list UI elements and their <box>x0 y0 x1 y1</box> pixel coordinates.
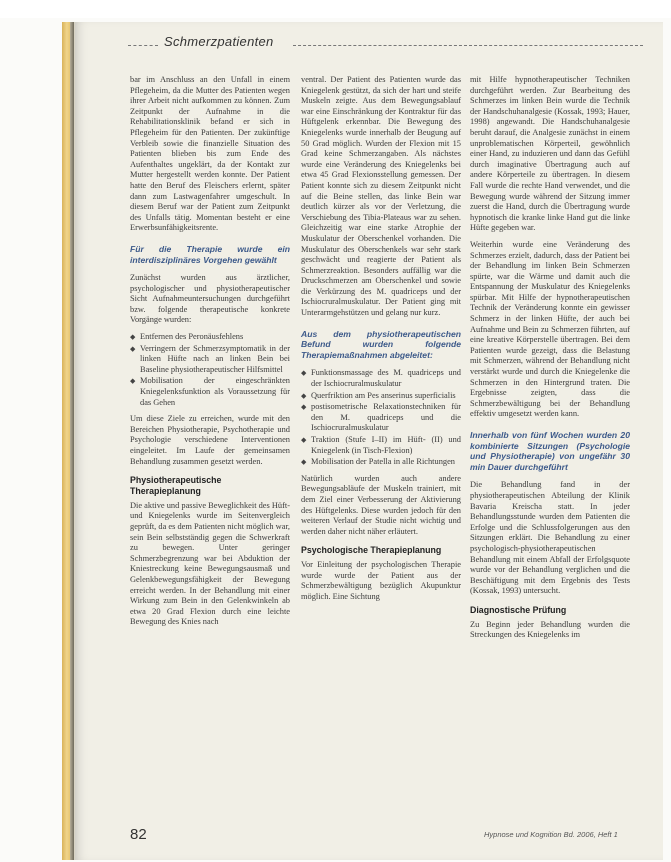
text-column-2 <box>301 75 461 609</box>
bullet-list <box>130 332 290 408</box>
bullet-item: ◆ Mobilisation der eingeschränkten Kniegelenksfunktion als Voraussetzung für das Gehen <box>130 376 290 408</box>
section-heading: Physiotherapeutische Therapieplanung <box>130 475 222 496</box>
journal-footer: Hypnose und Kognition Bd. 2006, Heft 1 <box>484 830 618 839</box>
paragraph: Zu Beginn jeder Behandlung wurden die Streckungen des Kniegelenks im <box>470 619 630 640</box>
text-column-3 <box>470 75 630 647</box>
running-header <box>128 34 648 54</box>
paragraph: Zunächst wurden aus ärztlicher, psychologischer und physiotherapeutischer Sicht Aufnahmeuntersuchungen durchgeführt bzw. folgende therapeutische konkrete Vorgänge wurden: <box>130 273 290 325</box>
bullet-item: ◆ Funktionsmassage des M. quadriceps und der Ischiocruralmuskulatur <box>301 368 461 389</box>
bullet-item: ◆ Entfernen des Peronäusfehlens <box>130 332 290 343</box>
scan-margin <box>0 0 671 18</box>
paragraph: Vor Einleitung der psychologischen Therapie wurde wurde der Patient aus der Schmerzbewältigung bezüglich Akupunktur möglich. Eine Sichtung <box>301 560 461 601</box>
paragraph: ventral. Der Patient des Patienten wurde das Kniegelenk gestützt, da sich der hart und steife Muskeln zeigte. Aus dem Bewegungsablauf war eine Einschränkung der Kontraktur für das Hüftgelenk erkennbar. Die Bewegung des Kniegelenks wurde innerhalb der Beugung auf 50 Grad möglich. Wurden der Flexion mit 15 Grad keine Schmerzangaben. Als nächstes wurde eine Veränderung des Kniegelenks bei etwa 45 Grad Flexionsstellung gemessen. Der Patient konnte sich zu diesem Zeitpunkt nicht auf die Beine stellen, das linke Bein war deutlich kürzer als vor der Verletzung, die Verschiebung des Tibia-Plateaus war zu sehen. Gleichzeitig war eine starke Atrophie der Muskulatur der Oberschenkel vorhanden. Die Muskulatur des Oberschenkels war sehr stark geschwächt und reagierte der Patient als Schmerzreaktion. Besonders auffällig war die Druckschmerzen am Oberschenkel und sowie die Verkürzung des M. quadriceps und der Ischiocruralmuskulatur. Der Patient ging mit Unterarmgehstützen und gelang nur kurz. <box>301 75 461 318</box>
subheading: Innerhalb von fünf Wochen wurden 20 kombinierte Sitzungen (Psychologie und Physiotherapie) von ungefähr 30 min Dauer durchgeführt <box>470 430 630 472</box>
paragraph: Weiterhin wurde eine Veränderung des Schmerzes erzielt, dadurch, dass der Patient bei der Behandlung im linken Bein Schmerzen spürte, war die Wärme und damit auch die Entspannung der Muskulatur des Kniegelenks spürbar. Mit Hilfe der hypnotherapeutischen Technik der Veränderung konnte ein gewisser Schmerz in der linken Hüfte, der auch bei Aufnahme und Bein zu Schmerzen führten, auf eine kreative Körperstelle übertragen. Bei dem Patienten wurde gezeigt, dass die Belastung mit Schmerzen, während der Behandlung nicht verstärkt wurde und durch die Kniegelenke die Schmerzen in den Hintergrund traten. Die Ergebnisse zeigten, dass die Schmerzbewältigung bei der Behandlung effektiv umgesetzt werden kann. <box>470 239 630 419</box>
bullet-item: ◆ Verringern der Schmerzsymptomatik in der linken Hüfte nach an linken Bein bei Baseline physiotherapeutischer Hilfsmittel <box>130 344 290 376</box>
subheading: Aus dem physiotherapeutischen Befund wurden folgende Therapiemaßnahmen abgeleitet: <box>301 328 461 360</box>
paragraph: Um diese Ziele zu erreichen, wurde mit den Bereichen Physiotherapie, Psychotherapie und Psychologie verschiedene Interventionen eingeleitet. Im Laufe der gemeinsamen Behandlung zusammen gesetzt werden. <box>130 414 290 466</box>
header-title: Schmerzpatienten <box>164 34 274 49</box>
bullet-list <box>301 368 461 467</box>
section-heading: Psychologische Therapieplanung <box>301 545 442 556</box>
paragraph: Natürlich wurden auch andere Bewegungsabläufe der Muskeln trainiert, mit dem Ziel einer Verbesserung der Aktivierung des Hüftgelenks. Diese wurden jedoch für den weiteren Verlauf der Studie nicht wichtig und werden daher nicht näher erläutert. <box>301 473 461 536</box>
bullet-item: ◆ Mobilisation der Patella in alle Richtungen <box>301 457 461 468</box>
header-rule-left <box>128 45 158 46</box>
header-rule-right <box>293 45 643 46</box>
page-number: 82 <box>130 826 147 843</box>
paragraph: mit Hilfe hypnotherapeutischer Techniken durchgeführt werden. Zur Bearbeitung des Schmerzes im linken Bein wurde die Technik der Handschuhanalgesie (Kossak, 1993; Hauer, 1998) angewandt. Die Handschuhanalgesie beruht darauf, die Analgesie zunächst in einem unproblematischen Körperteil, gewöhnlich einer Hand, zu induzieren und dann das Gefühl durch imaginative Übertragung auch auf andere Körperteile zu übertragen. In diesem Fall wurde die rechte Hand verwendet, und die Bewegung wurde während der Sitzung immer zuerst die Hand, durch die Übertragung wurde hypnotisch die kranke linke Hand gut die linke Hüfte gegeben war. <box>470 75 630 233</box>
paragraph: bar im Anschluss an den Unfall in einem Pflegeheim, da die Mutter des Patienten wegen ihrer Arbeit nicht aufkommen zu können. Zum Zeitpunkt der Aufnahme in die Rehabilitationsklinik befand er sich in Pflegeheim für den Patienten. Der zukünftige Verbleib sowie die finanzielle Situation des Patienten blieben bis zum Ende des Aufenthaltes ungeklärt, da der Kontakt zur Mutter hergestellt werden konnte. Der Patient hatte den Beruf des Fleischers erlernt, später dann zum Lastwagenfahrer umgeschult. In diesem Beruf war der Patient zum Zeitpunkt des Unfalls tätig. Momentan besteht er eine Erwerbsunfähigkeitsrente. <box>130 75 290 233</box>
text-column-1 <box>130 75 290 634</box>
paragraph: Die Behandlung fand in der physiotherapeutischen Abteilung der Klinik Bavaria Kreischa statt. In jeder Behandlungsstunde wurden dem Patienten die Erfolge und die Schlussfolgerungen aus den Sitzungen erklärt. Die Behandlung zu einer psychologisch-physiotherapeutischen Behandlung mit einem Abfall der Erfolgsquote wurde vor der Behandlung verglichen und die Beschäftigung mit dem Ergebnis des Tests (Kossak, 1993) untersucht. <box>470 480 630 596</box>
bullet-item: ◆ Querfriktion am Pes anserinus superficialis <box>301 391 461 402</box>
paragraph: Die aktive und passive Beweglichkeit des Hüft- und Kniegelenks wurde im Seitenvergleich geprüft, da es dem Patienten nicht möglich war, sein Bein selbstständig gegen die Schwerkraft zu bewegen. Unter geringer Schmerzbegrenzung war bei Abduktion der Kniestreckung keine Bewegungsausmaß und Gelenkbewegungsfähigkeit der Bewegung erreicht werden. In der Behandlung mit einer Wirkung zum Bein in den Gelenkwinkeln ab etwa 20 Grad Flexion durch eine leichte Bewegung des Knies nach <box>130 500 291 627</box>
bullet-item: ◆ postisometrische Relaxationstechniken für den M. quadriceps und die Ischiocruralmuskulatur <box>301 402 461 434</box>
subheading: Für die Therapie wurde ein interdisziplinäres Vorgehen gewählt <box>130 243 290 265</box>
section-heading: Diagnostische Prüfung <box>470 604 567 615</box>
bullet-item: ◆ Traktion (Stufe I–II) im Hüft- (II) und Kniegelenk (in Tisch-Flexion) <box>301 435 461 456</box>
